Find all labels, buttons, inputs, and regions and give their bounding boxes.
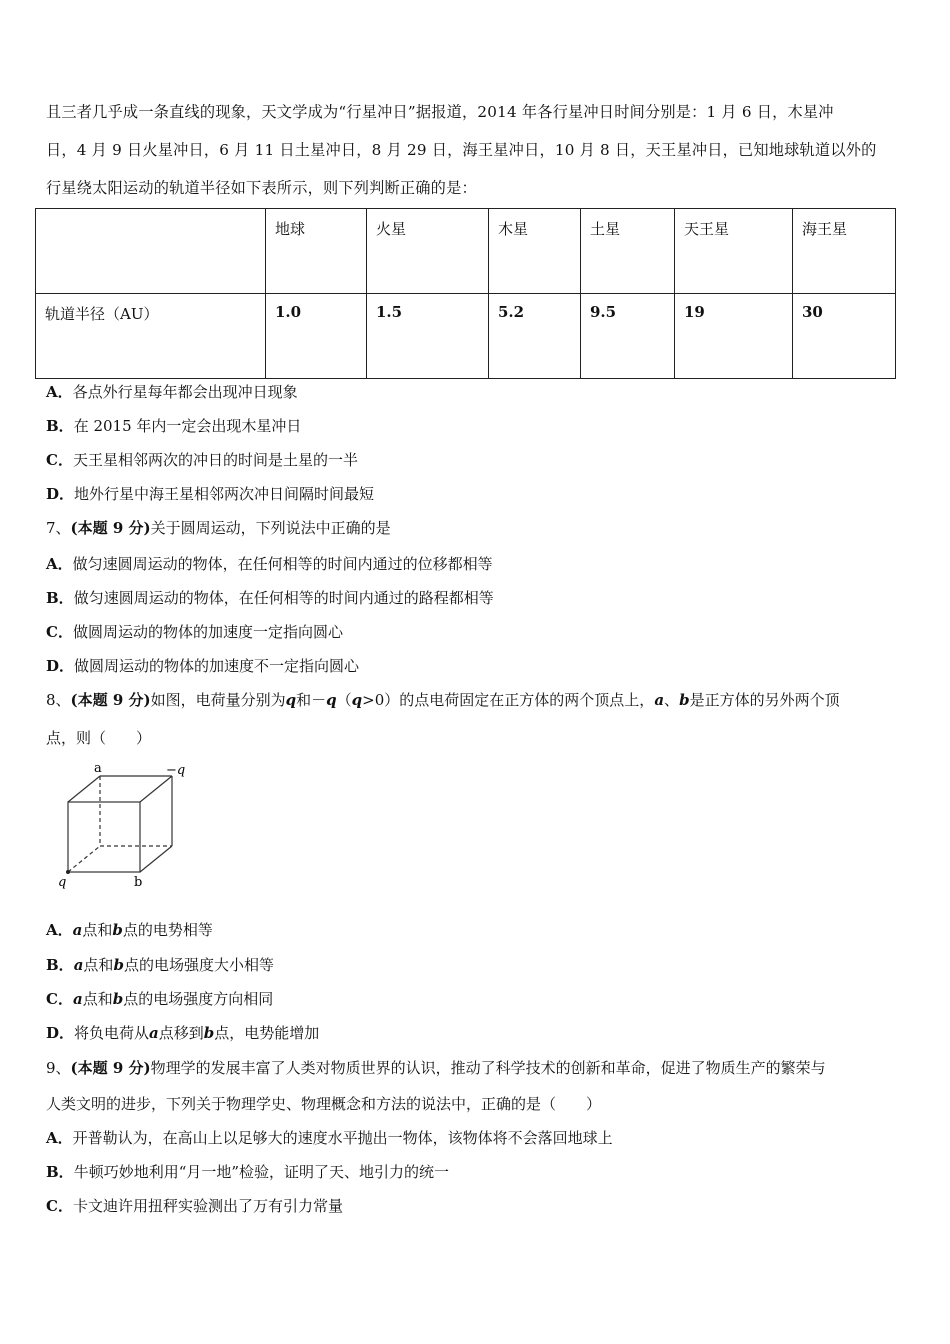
option-text: 在 2015 年内一定会出现木星冲日: [73, 417, 302, 435]
option-letter: A．: [46, 921, 73, 939]
q8-stem-line-2: 点，则（ ）: [46, 729, 152, 747]
table-header-cell: 火星: [367, 209, 489, 294]
option-letter: C．: [46, 990, 73, 1008]
table-header-row: [36, 209, 896, 294]
charge-q: q: [351, 691, 363, 709]
question-number: 8、: [46, 691, 71, 709]
q6-option-b: [46, 416, 906, 436]
question-number: 9、: [46, 1059, 71, 1077]
question-stem: 是正方体的另外两个顶: [689, 691, 840, 709]
question-stem: 如图，电荷量分别为: [150, 691, 286, 709]
option-text: 牛顿巧妙地利用“月一地”检验，证明了天、地引力的统一: [73, 1163, 450, 1181]
table-cell: 30: [793, 294, 896, 379]
table-cell: 5.2: [489, 294, 581, 379]
table-cell: 1.0: [266, 294, 367, 379]
question-stem: 关于圆周运动，下列说法中正确的是: [150, 519, 391, 537]
label-a: a: [94, 762, 102, 776]
table-cell: 9.5: [581, 294, 675, 379]
option-letter: A．: [46, 555, 73, 573]
cube-hidden-edge: [68, 846, 100, 872]
table-row-label: 轨道半径（AU）: [36, 294, 266, 379]
option-text: 做匀速圆周运动的物体，在任何相等的时间内通过的位移都相等: [72, 555, 493, 573]
q6-option-d: [46, 484, 906, 504]
question-stem: （: [336, 691, 352, 709]
intro-line-1: 且三者几乎成一条直线的现象，天文学成为“行星冲日”据报道，2014 年各行星冲日时间分别是：1 月 6 日，木星冲: [46, 103, 834, 121]
point-a: a: [654, 691, 665, 709]
label-b: b: [134, 875, 143, 890]
table-cell: 1.5: [367, 294, 489, 379]
charge-q: q: [285, 691, 297, 709]
q8-option-c: [46, 989, 906, 1009]
option-letter: C．: [46, 451, 73, 469]
question-tag: (本题 9 分): [70, 1059, 151, 1077]
option-text: 点的电势相等: [122, 921, 213, 939]
point-a: a: [72, 921, 83, 939]
table-row: [36, 294, 896, 379]
option-text: 点的电场强度方向相同: [123, 990, 274, 1008]
question-stem: 和－: [296, 691, 327, 709]
point-a: a: [73, 956, 84, 974]
question-number: 7、: [46, 519, 71, 537]
point-b: b: [203, 1024, 215, 1042]
option-letter: C．: [46, 623, 73, 641]
option-text: 将负电荷从: [74, 1024, 150, 1042]
option-text: 点，电势能增加: [214, 1024, 320, 1042]
q8-option-a: [46, 920, 906, 940]
point-b: b: [112, 921, 123, 939]
table-header-cell: [36, 209, 266, 294]
q7-option-c: [46, 622, 906, 642]
question-stem: 的点电荷固定在正方体的两个顶点上，: [399, 691, 655, 709]
q8-option-d: [46, 1023, 906, 1043]
intro-line-3: 行星绕太阳运动的轨道半径如下表所示，则下列判断正确的是：: [46, 179, 477, 197]
table-header-cell: 地球: [266, 209, 367, 294]
option-letter: B．: [46, 1163, 74, 1181]
q6-option-c: [46, 450, 906, 470]
option-letter: A．: [46, 383, 73, 401]
q6-option-a: [46, 382, 906, 402]
question-tag: (本题 9 分): [70, 519, 151, 537]
point-a: a: [72, 990, 83, 1008]
option-text: 卡文迪许用扭秤实验测出了万有引力常量: [72, 1197, 343, 1215]
option-text: 点的电场强度大小相等: [123, 956, 274, 974]
option-letter: B．: [46, 417, 74, 435]
option-text: 地外行星中海王星相邻两次冲日间隔时间最短: [74, 485, 375, 503]
option-text: 做圆周运动的物体的加速度一定指向圆心: [72, 623, 343, 641]
option-letter: B．: [46, 589, 74, 607]
table-header-cell: 土星: [581, 209, 675, 294]
cube-edge: [140, 776, 172, 802]
option-text: 点和: [82, 921, 113, 939]
option-text: 点移到: [158, 1024, 204, 1042]
option-text: 点和: [83, 956, 114, 974]
question-stem: >0）: [362, 691, 400, 709]
question-stem: 、: [664, 691, 680, 709]
charge-q-dot: [66, 870, 70, 874]
orbit-radius-table: [35, 208, 896, 379]
q9-option-b: [46, 1162, 906, 1182]
charge-q: q: [326, 691, 337, 709]
option-text: 各点外行星每年都会出现冲日现象: [72, 383, 298, 401]
q8-stem: [46, 690, 906, 710]
option-text: 做圆周运动的物体的加速度不一定指向圆心: [74, 657, 360, 675]
cube-front-face: [68, 802, 140, 872]
point-b: b: [113, 956, 124, 974]
option-letter: B．: [46, 956, 74, 974]
q7-option-d: [46, 656, 906, 676]
label-neg-q: −q: [166, 763, 186, 778]
option-letter: D．: [46, 1024, 75, 1042]
point-a: a: [149, 1024, 159, 1042]
option-text: 做匀速圆周运动的物体，在任何相等的时间内通过的路程都相等: [73, 589, 494, 607]
cube-figure: [56, 762, 196, 892]
option-letter: D．: [46, 657, 75, 675]
option-letter: C．: [46, 1197, 73, 1215]
cube-edge: [140, 846, 172, 872]
q9-stem-line-2: 人类文明的进步，下列关于物理学史、物理概念和方法的说法中，正确的是（ ）: [46, 1095, 602, 1113]
option-letter: A．: [46, 1129, 73, 1147]
option-letter: D．: [46, 485, 75, 503]
option-text: 天王星相邻两次的冲日的时间是土星的一半: [72, 451, 358, 469]
table-header-cell: 海王星: [793, 209, 896, 294]
cube-edge: [68, 776, 100, 802]
q9-stem: [46, 1058, 906, 1078]
question-stem: 物理学的发展丰富了人类对物质世界的认识，推动了科学技术的创新和革命，促进了物质生产的繁荣与: [150, 1059, 826, 1077]
option-text: 开普勒认为，在高山上以足够大的速度水平抛出一物体，该物体将不会落回地球上: [72, 1129, 613, 1147]
table-header-cell: 天王星: [675, 209, 793, 294]
table-cell: 19: [675, 294, 793, 379]
q7-stem: [46, 518, 906, 538]
option-text: 点和: [82, 990, 113, 1008]
q8-option-b: [46, 955, 906, 975]
q7-option-a: [46, 554, 906, 574]
point-b: b: [112, 990, 124, 1008]
point-b: b: [679, 691, 690, 709]
label-q: q: [58, 875, 67, 890]
q9-option-a: [46, 1128, 906, 1148]
intro-line-2: 日，4 月 9 日火星冲日，6 月 11 日土星冲日，8 月 29 日，海王星冲日，10 月 8 日，天王星冲日，已知地球轨道以外的: [46, 141, 877, 159]
table-header-cell: 木星: [489, 209, 581, 294]
question-tag: (本题 9 分): [70, 691, 151, 709]
q9-option-c: [46, 1196, 906, 1216]
q7-option-b: [46, 588, 906, 608]
